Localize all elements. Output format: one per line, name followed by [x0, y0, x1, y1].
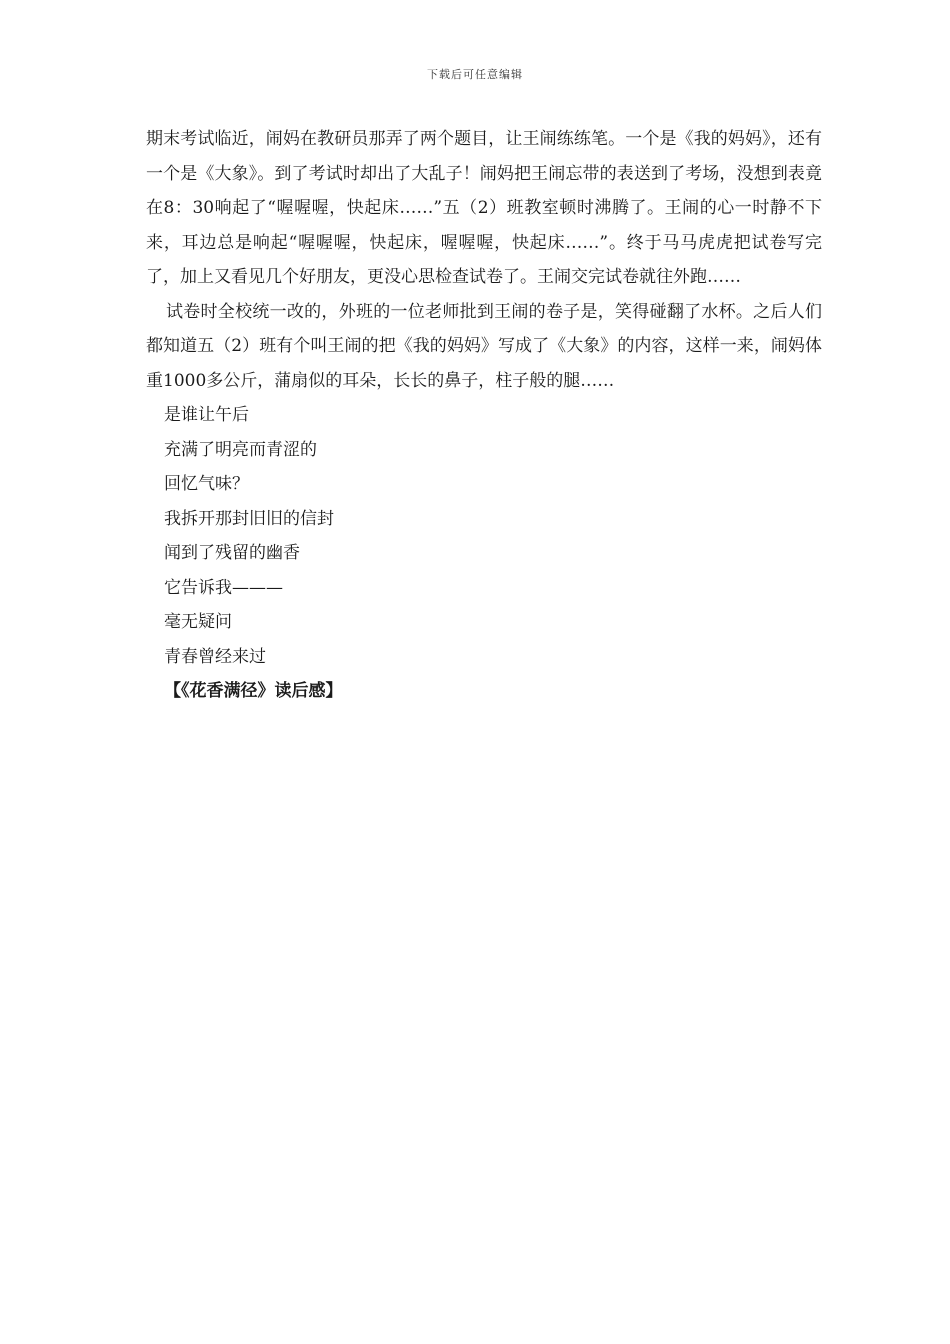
poem-line: 青春曾经来过: [164, 646, 266, 667]
poem-line: 回忆气味？: [164, 474, 249, 494]
story-paragraph-1: 期末考试临近，闹妈在教研员那弄了两个题目，让王闹练练笔。一个是《我的妈妈》，还有一个是《大象》。到了考试时却出了大乱子！闹妈把王闹忘带的表送到了考场，没想到表竟在8：30响起了“喔喔喔，快起床……”五（2）班教室顿时沸腾了。王闹的心一时静不下来，耳边总是响起“喔喔喔，快起床，喔喔喔，快起床……”。终于马马虎虎把试卷写完了，加上又看见几个好朋友，更没心思检查试卷了。王闹交完试卷就往外跑……: [146, 129, 822, 287]
poem-line: 它告诉我———: [164, 577, 283, 598]
poem: [146, 398, 822, 674]
story-paragraph-2: 试卷时全校统一改的，外班的一位老师批到王闹的卷子是，笑得碰翻了水杯。之后人们都知道五（2）班有个叫王闹的把《我的妈妈》写成了《大象》的内容，这样一来，闹妈体重1000多公斤，蒲扇似的耳朵，长长的鼻子，柱子般的腿……: [146, 301, 822, 391]
section-caption: 【《花香满径》读后感】: [164, 681, 343, 701]
poem-line: 闻到了残留的幽香: [164, 543, 300, 563]
page-header: 下载后可任意编辑: [427, 68, 523, 81]
poem-line: 我拆开那封旧旧的信封: [164, 508, 334, 529]
poem-line: 毫无疑问: [164, 612, 232, 632]
poem-line: 充满了明亮而青涩的: [164, 439, 317, 460]
poem-line: 是谁让午后: [164, 405, 249, 425]
document-body: [146, 122, 822, 709]
